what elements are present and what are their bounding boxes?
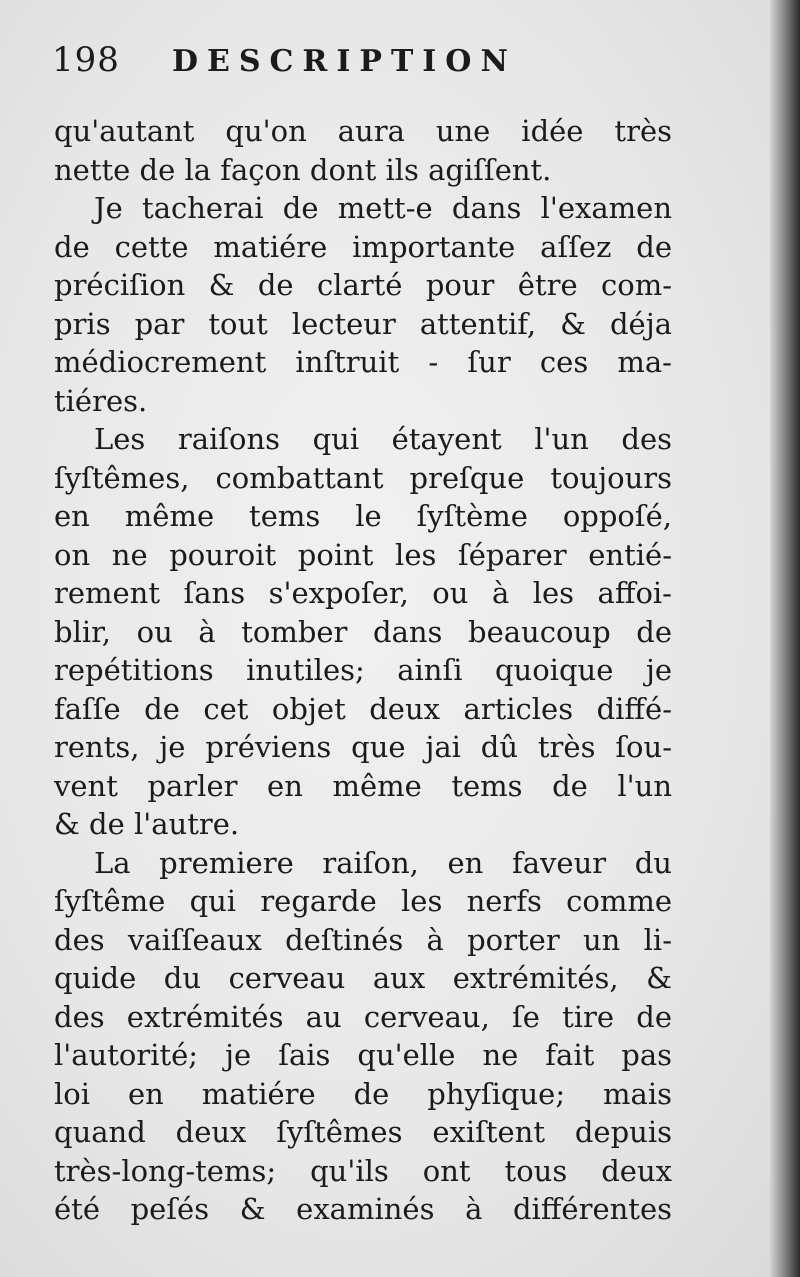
- text-line: nette de la façon dont ils agiſſent.: [54, 152, 552, 187]
- page-number: 198: [52, 40, 120, 80]
- text-line: ſyſtême qui regarde les nerfs comme: [54, 884, 672, 918]
- text-line: vent parler en même tems de l'un: [54, 768, 672, 803]
- text-line: médiocrement inſtruit - ſur ces ma-: [54, 345, 672, 379]
- body-text: [54, 112, 672, 1229]
- text-line: été peſés & examinés à différentes: [54, 1192, 672, 1226]
- text-line: l'autorité; je ſais qu'elle ne fait pas: [54, 1038, 672, 1072]
- text-line: Je tacherai de mett-e dans l'examen: [94, 191, 672, 225]
- text-line: La premiere raiſon, en faveur du: [94, 845, 672, 880]
- text-line: ſyſtêmes, combattant preſque toujours: [54, 460, 672, 495]
- book-spine-shadow: [770, 0, 800, 1277]
- text-line: très-long-tems; qu'ils ont tous deux: [54, 1153, 672, 1188]
- text-line: de cette matiére importante aſſez de: [54, 229, 672, 264]
- text-line: rement ſans s'expoſer, ou à les affoi-: [54, 576, 672, 610]
- text-line: faſſe de cet objet deux articles diffé-: [54, 691, 672, 726]
- text-line: on ne pouroit point les ſéparer entié-: [54, 537, 672, 572]
- text-line: blir, ou à tomber dans beaucoup de: [54, 614, 672, 649]
- text-line: des vaiſſeaux deſtinés à porter un li-: [54, 922, 672, 957]
- text-line: Les raiſons qui étayent l'un des: [94, 422, 672, 456]
- text-line: des extrémités au cerveau, ſe tire de: [54, 999, 672, 1034]
- text-line: qu'autant qu'on aura une idée très: [54, 114, 672, 148]
- text-line: pris par tout lecteur attentif, & déja: [54, 306, 672, 341]
- text-line: loi en matiére de phyſique; mais: [54, 1076, 672, 1111]
- running-title: DESCRIPTION: [172, 44, 517, 79]
- text-line: quide du cerveau aux extrémités, &: [54, 961, 672, 995]
- text-line: préciſion & de clarté pour être com-: [54, 268, 672, 302]
- text-line: en même tems le ſyſtème oppoſé,: [54, 499, 672, 533]
- running-head: [52, 38, 652, 88]
- text-line: & de l'autre.: [54, 807, 240, 841]
- text-line: rents, je préviens que jai dû très ſou-: [54, 730, 672, 764]
- text-line: tiéres.: [54, 383, 148, 418]
- text-line: quand deux ſyſtêmes exiſtent depuis: [54, 1115, 672, 1149]
- text-line: repétitions inutiles; ainſi quoique je: [54, 653, 672, 687]
